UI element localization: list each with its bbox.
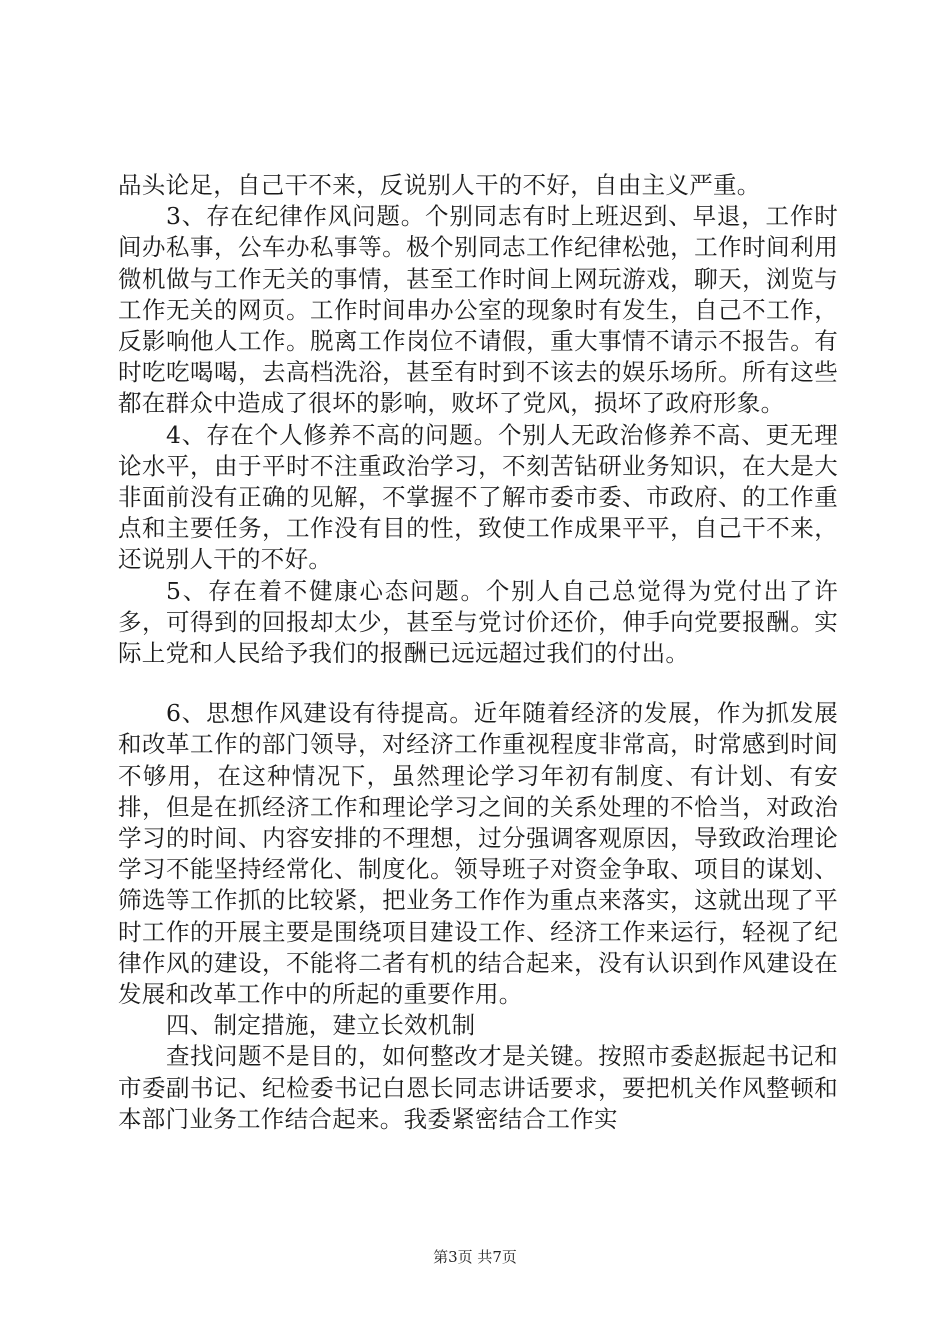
paragraph-spacer: [118, 669, 838, 698]
paragraph-rectification: 查找问题不是目的，如何整改才是关键。按照市委赵振起书记和市委副书记、纪检委书记白恩长同志讲话要求，要把机关作风整顿和本部门业务工作结合起来。我委紧密结合工作实: [118, 1042, 838, 1133]
paragraph-discipline-issue: 3、存在纪律作风问题。个别同志有时上班迟到、早退，工作时间办私事，公车办私事等。极个别同志工作纪律松弛，工作时间利用微机做与工作无关的事情，甚至工作时间上网玩游戏，聊天，浏览与工作无关的网页。工作时间串办公室的现象时有发生，自己不工作，反影响他人工作。脱离工作岗位不请假，重大事情不请示不报告。有时吃吃喝喝，去高档洗浴，甚至有时到不该去的娱乐场所。所有这些都在群众中造成了很坏的影响，败坏了党风，损坏了政府形象。: [118, 202, 838, 418]
document-body: [118, 170, 838, 1135]
paragraph-continuation: 品头论足，自己干不来，反说别人干的不好，自由主义严重。: [118, 171, 761, 199]
section-heading-measures: 四、制定措施，建立长效机制: [166, 1011, 476, 1040]
page-footer: 第3页 共7页: [433, 1248, 517, 1266]
paragraph-self-cultivation-issue: 4、存在个人修养不高的问题。个别人无政治修养不高、更无理论水平，由于平时不注重政治学习，不刻苦钻研业务知识，在大是大非面前没有正确的见解，不掌握不了解市委市委、市政府、的工作重点和主要任务，工作没有目的性，致使工作成果平平，自己干不来，还说别人干的不好。: [118, 420, 838, 574]
paragraph-ideological-style: 6、思想作风建设有待提高。近年随着经济的发展，作为抓发展和改革工作的部门领导，对经济工作重视程度非常高，时常感到时间不够用，在这种情况下，虽然理论学习年初有制度、有计划、有安排，但是在抓经济工作和理论学习之间的关系处理的不恰当，对政治学习的时间、内容安排的不理想，过分强调客观原因，导致政治理论学习不能坚持经常化、制度化。领导班子对资金争取、项目的谋划、筛选等工作抓的比较紧，把业务工作作为重点来落实，这就出现了平时工作的开展主要是围绕项目建设工作、经济工作来运行，轻视了纪律作风的建设，不能将二者有机的结合起来，没有认识到作风建设在发展和改革工作中的所起的重要作用。: [118, 699, 838, 1009]
paragraph-mindset-issue: 5、存在着不健康心态问题。个别人自己总觉得为党付出了许多，可得到的回报却太少，甚至与党讨价还价，伸手向党要报酬。实际上党和人民给予我们的报酬已远远超过我们的付出。: [118, 576, 838, 668]
